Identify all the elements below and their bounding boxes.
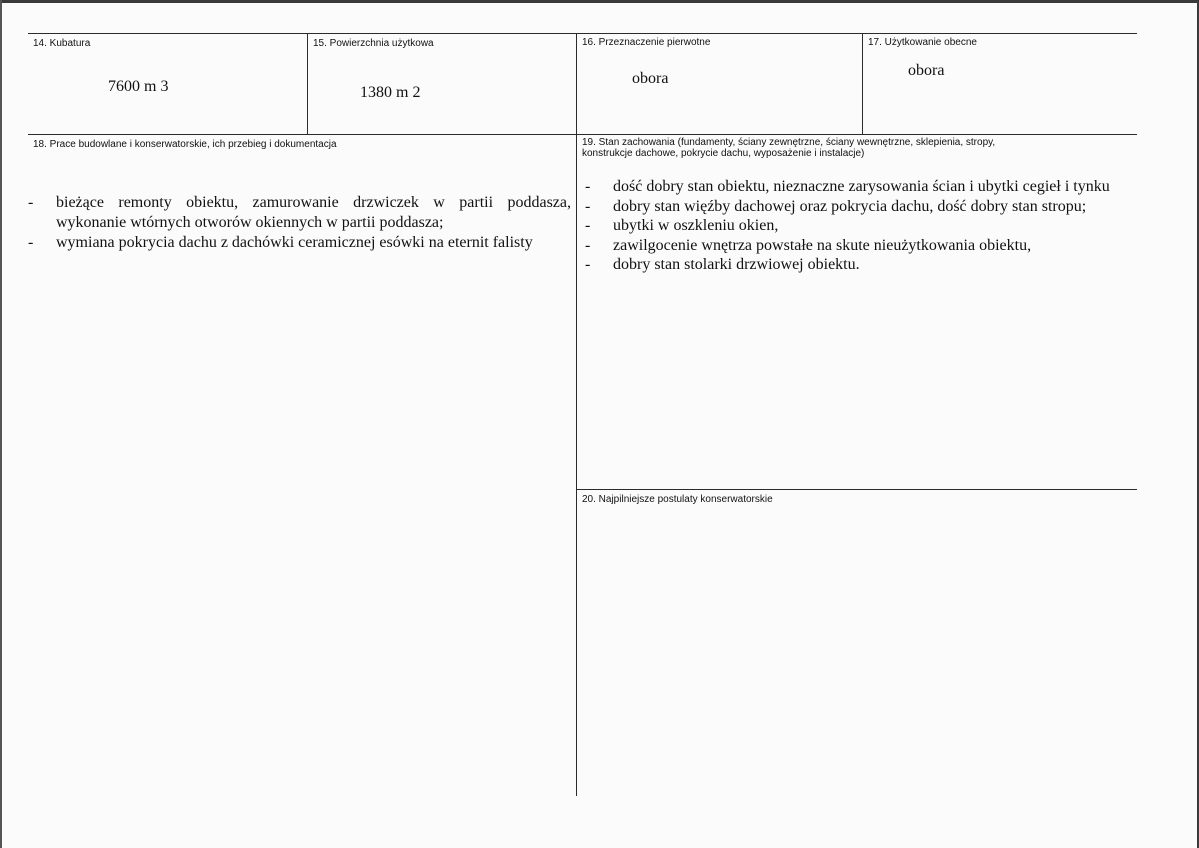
field-19-item: - zawilgocenie wnętrza powstałe na skute nieużytkowania obiektu,: [585, 236, 1135, 256]
field-18-list: [28, 193, 571, 253]
field-19-item: - dobry stan stolarki drzwiowej obiektu.: [585, 255, 1135, 275]
field-18-item: [28, 233, 571, 253]
rule-row2: [28, 134, 1137, 135]
field-17-value: obora: [908, 62, 945, 79]
field-19-list: [585, 177, 1135, 275]
field-20-label: 20. Najpilniejsze postulaty konserwatorskie: [582, 494, 773, 505]
rule-col-14-15: [307, 33, 308, 134]
field-19-label: [582, 137, 995, 159]
scan-edge-top: [0, 0, 1199, 3]
field-14-value: 7600 m 3: [108, 78, 169, 95]
field-15-value: 1380 m 2: [360, 84, 421, 101]
field-16-value: obora: [632, 70, 669, 87]
field-18-label: 18. Prace budowlane i konserwatorskie, ich przebieg i dokumentacja: [33, 139, 337, 150]
rule-col-middle: [576, 33, 577, 796]
field-19-item: - ubytki w oszkleniu okien,: [585, 216, 1135, 236]
field-14-label: 14. Kubatura: [33, 38, 91, 49]
field-18-item-line: - bieżące remonty obiektu, zamurowanie drzwiczek w partii poddasza,: [56, 194, 571, 211]
field-19-item: - dość dobry stan obiektu, nieznaczne zarysowania ścian i ubytki cegieł i tynku: [585, 177, 1135, 197]
field-17-label: 17. Użytkowanie obecne: [868, 37, 977, 48]
rule-row3-right: [576, 489, 1137, 490]
rule-col-16-17: [862, 33, 863, 134]
scan-edge-left: [0, 0, 2, 848]
field-18-item: [28, 193, 571, 233]
field-18-item-line: wykonanie wtórnych otworów okiennych w partii poddasza;: [56, 214, 444, 231]
field-19-item: - dobry stan więźby dachowej oraz pokrycia dachu, dość dobry stan stropu;: [585, 197, 1135, 217]
field-18-item-line: - wymiana pokrycia dachu z dachówki ceramicznej esówki na eternit falisty: [56, 234, 533, 251]
field-19-label-line: konstrukcje dachowe, pokrycie dachu, wyposażenie i instalacje): [582, 148, 865, 159]
field-15-label: 15. Powierzchnia użytkowa: [313, 38, 434, 49]
field-16-label: 16. Przeznaczenie pierwotne: [582, 37, 711, 48]
rule-top: [28, 33, 1137, 34]
field-19-label-line: 19. Stan zachowania (fundamenty, ściany zewnętrzne, ściany wewnętrzne, sklepienia, stropy,: [582, 137, 996, 148]
